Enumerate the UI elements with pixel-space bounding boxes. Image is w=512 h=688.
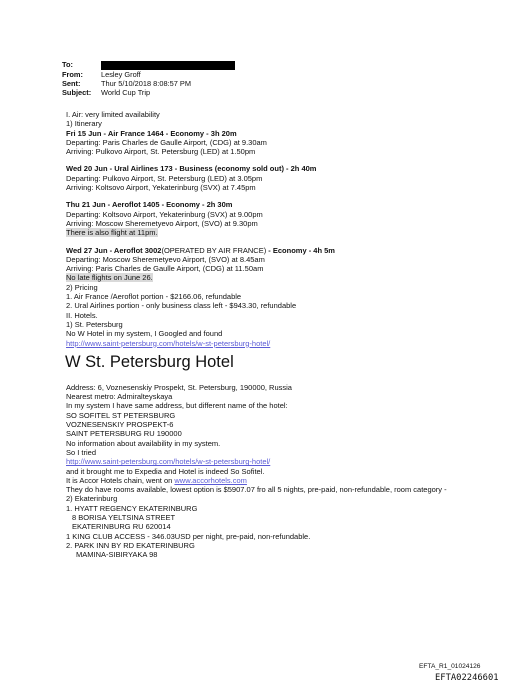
body-line bbox=[66, 273, 512, 282]
hotel-title: W St. Petersburg Hotel bbox=[65, 352, 234, 371]
body-line: No information about availability in my system. bbox=[66, 438, 221, 448]
body-line: 8 BORISA YELTSINA STREET bbox=[72, 512, 176, 522]
highlighted-note: There is also flight at 11pm. bbox=[66, 228, 158, 238]
flight-heading: Fri 15 Jun - Air France 1464 - Economy - 3h 20m bbox=[66, 128, 237, 138]
body-line: SAINT PETERSBURG RU 190000 bbox=[66, 429, 182, 439]
body-line: Departing: Pulkovo Airport, St. Petersburg (LED) at 3.05pm bbox=[66, 173, 263, 183]
body-line: Arriving: Koltsovo Airport, Yekaterinburg (SVX) at 7.45pm bbox=[66, 183, 256, 193]
subject-label: Subject: bbox=[62, 88, 92, 98]
body-line: II. Hotels. bbox=[66, 310, 98, 320]
body-line: Arriving: Moscow Sheremetyevo Airport, (SVO) at 9.30pm bbox=[66, 218, 258, 228]
body-line: They do have rooms available, lowest option is $5907.07 fro all 5 nights, pre-paid, non-refundable, room category - bbox=[66, 485, 447, 495]
body-line: Nearest metro: Admiralteyskaya bbox=[66, 392, 173, 402]
bates-number-small: EFTA_R1_01024126 bbox=[419, 663, 481, 670]
hotel-link[interactable]: http://www.saint-petersburg.com/hotels/w-st-petersburg-hotel/ bbox=[66, 338, 271, 348]
flight-heading: Thu 21 Jun - Aeroflot 1405 - Economy - 2h 30m bbox=[66, 200, 233, 210]
body-line: So I tried bbox=[66, 447, 97, 457]
body-line: Address: 6, Voznesenskiy Prospekt, St. Petersburg, 190000, Russia bbox=[66, 382, 292, 392]
flight-heading: Wed 27 Jun - Aeroflot 3002(OPERATED BY AIR FRANCE) - Economy - 4h 5m bbox=[66, 245, 335, 255]
body-line: 1) St. Petersburg bbox=[66, 319, 123, 329]
body-line: and it brought me to Expedia and Hotel is indeed So Sofitel. bbox=[66, 466, 265, 476]
to-row bbox=[62, 60, 235, 70]
from-value: Lesley Groff bbox=[101, 69, 141, 79]
subject-value: World Cup Trip bbox=[101, 88, 151, 98]
sent-value: Thur 5/10/2018 8:08:57 PM bbox=[101, 78, 191, 88]
body-line: In my system I have same address, but different name of the hotel: bbox=[66, 401, 288, 411]
redaction-box bbox=[101, 61, 235, 70]
from-label: From: bbox=[62, 69, 83, 79]
body-line: Departing: Moscow Sheremetyevo Airport, (SVO) at 8.45am bbox=[66, 254, 265, 264]
bates-number: EFTA02246601 bbox=[435, 673, 499, 683]
body-line: EKATERINBURG RU 620014 bbox=[72, 522, 171, 532]
body-line: 2) Pricing bbox=[66, 282, 98, 292]
body-line: 2. PARK INN BY RD EKATERINBURG bbox=[66, 540, 195, 550]
body-line: 1. Air France /Aeroflot portion - $2166.06, refundable bbox=[66, 292, 242, 302]
body-line: I. Air: very limited availability bbox=[66, 110, 160, 119]
accor-link[interactable]: www.accorhotels.com bbox=[174, 475, 247, 485]
highlighted-note: No late flights on June 26. bbox=[66, 273, 153, 283]
body-line: 2. Ural Airlines portion - only business class left - $943.30, refundable bbox=[66, 301, 297, 311]
body-line: 2) Ekaterinburg bbox=[66, 494, 118, 504]
body-line: 1 KING CLUB ACCESS - 346.03USD per night, pre-paid, non-refundable. bbox=[66, 531, 311, 541]
sent-label: Sent: bbox=[62, 78, 81, 88]
subject-row bbox=[62, 88, 235, 97]
body-line: Arriving: Paris Charles de Gaulle Airport, (CDG) at 11.50am bbox=[66, 264, 264, 274]
email-header bbox=[62, 60, 235, 98]
body-line: It is Accor Hotels chain, went on www.accorhotels.com bbox=[66, 475, 247, 485]
sent-row bbox=[62, 79, 235, 88]
body-line: VOZNESENSKIY PROSPEKT-6 bbox=[66, 420, 174, 430]
hotel-link[interactable]: http://www.saint-petersburg.com/hotels/w-st-petersburg-hotel/ bbox=[66, 457, 271, 467]
body-line: 1) Itinerary bbox=[66, 119, 102, 129]
body-line: Departing: Paris Charles de Gaulle Airport, (CDG) at 9.30am bbox=[66, 137, 267, 147]
body-line bbox=[66, 228, 512, 237]
body-line: Arriving: Pulkovo Airport, St. Petersburg (LED) at 1.50pm bbox=[66, 147, 256, 157]
body-line: No W Hotel in my system, I Googled and found bbox=[66, 329, 223, 339]
body-line: SO SOFITEL ST PETERSBURG bbox=[66, 410, 176, 420]
email-body bbox=[66, 110, 512, 559]
body-line: Departing: Koltsovo Airport, Yekaterinburg (SVX) at 9.00pm bbox=[66, 209, 263, 219]
to-label: To: bbox=[62, 60, 73, 69]
flight-heading: Wed 20 Jun - Ural Airlines 173 - Business (economy sold out) - 2h 40m bbox=[66, 164, 317, 174]
body-line: MAMINA-SIBIRYAKA 98 bbox=[76, 550, 158, 560]
body-line: 1. HYATT REGENCY EKATERINBURG bbox=[66, 503, 198, 513]
from-row bbox=[62, 70, 235, 79]
